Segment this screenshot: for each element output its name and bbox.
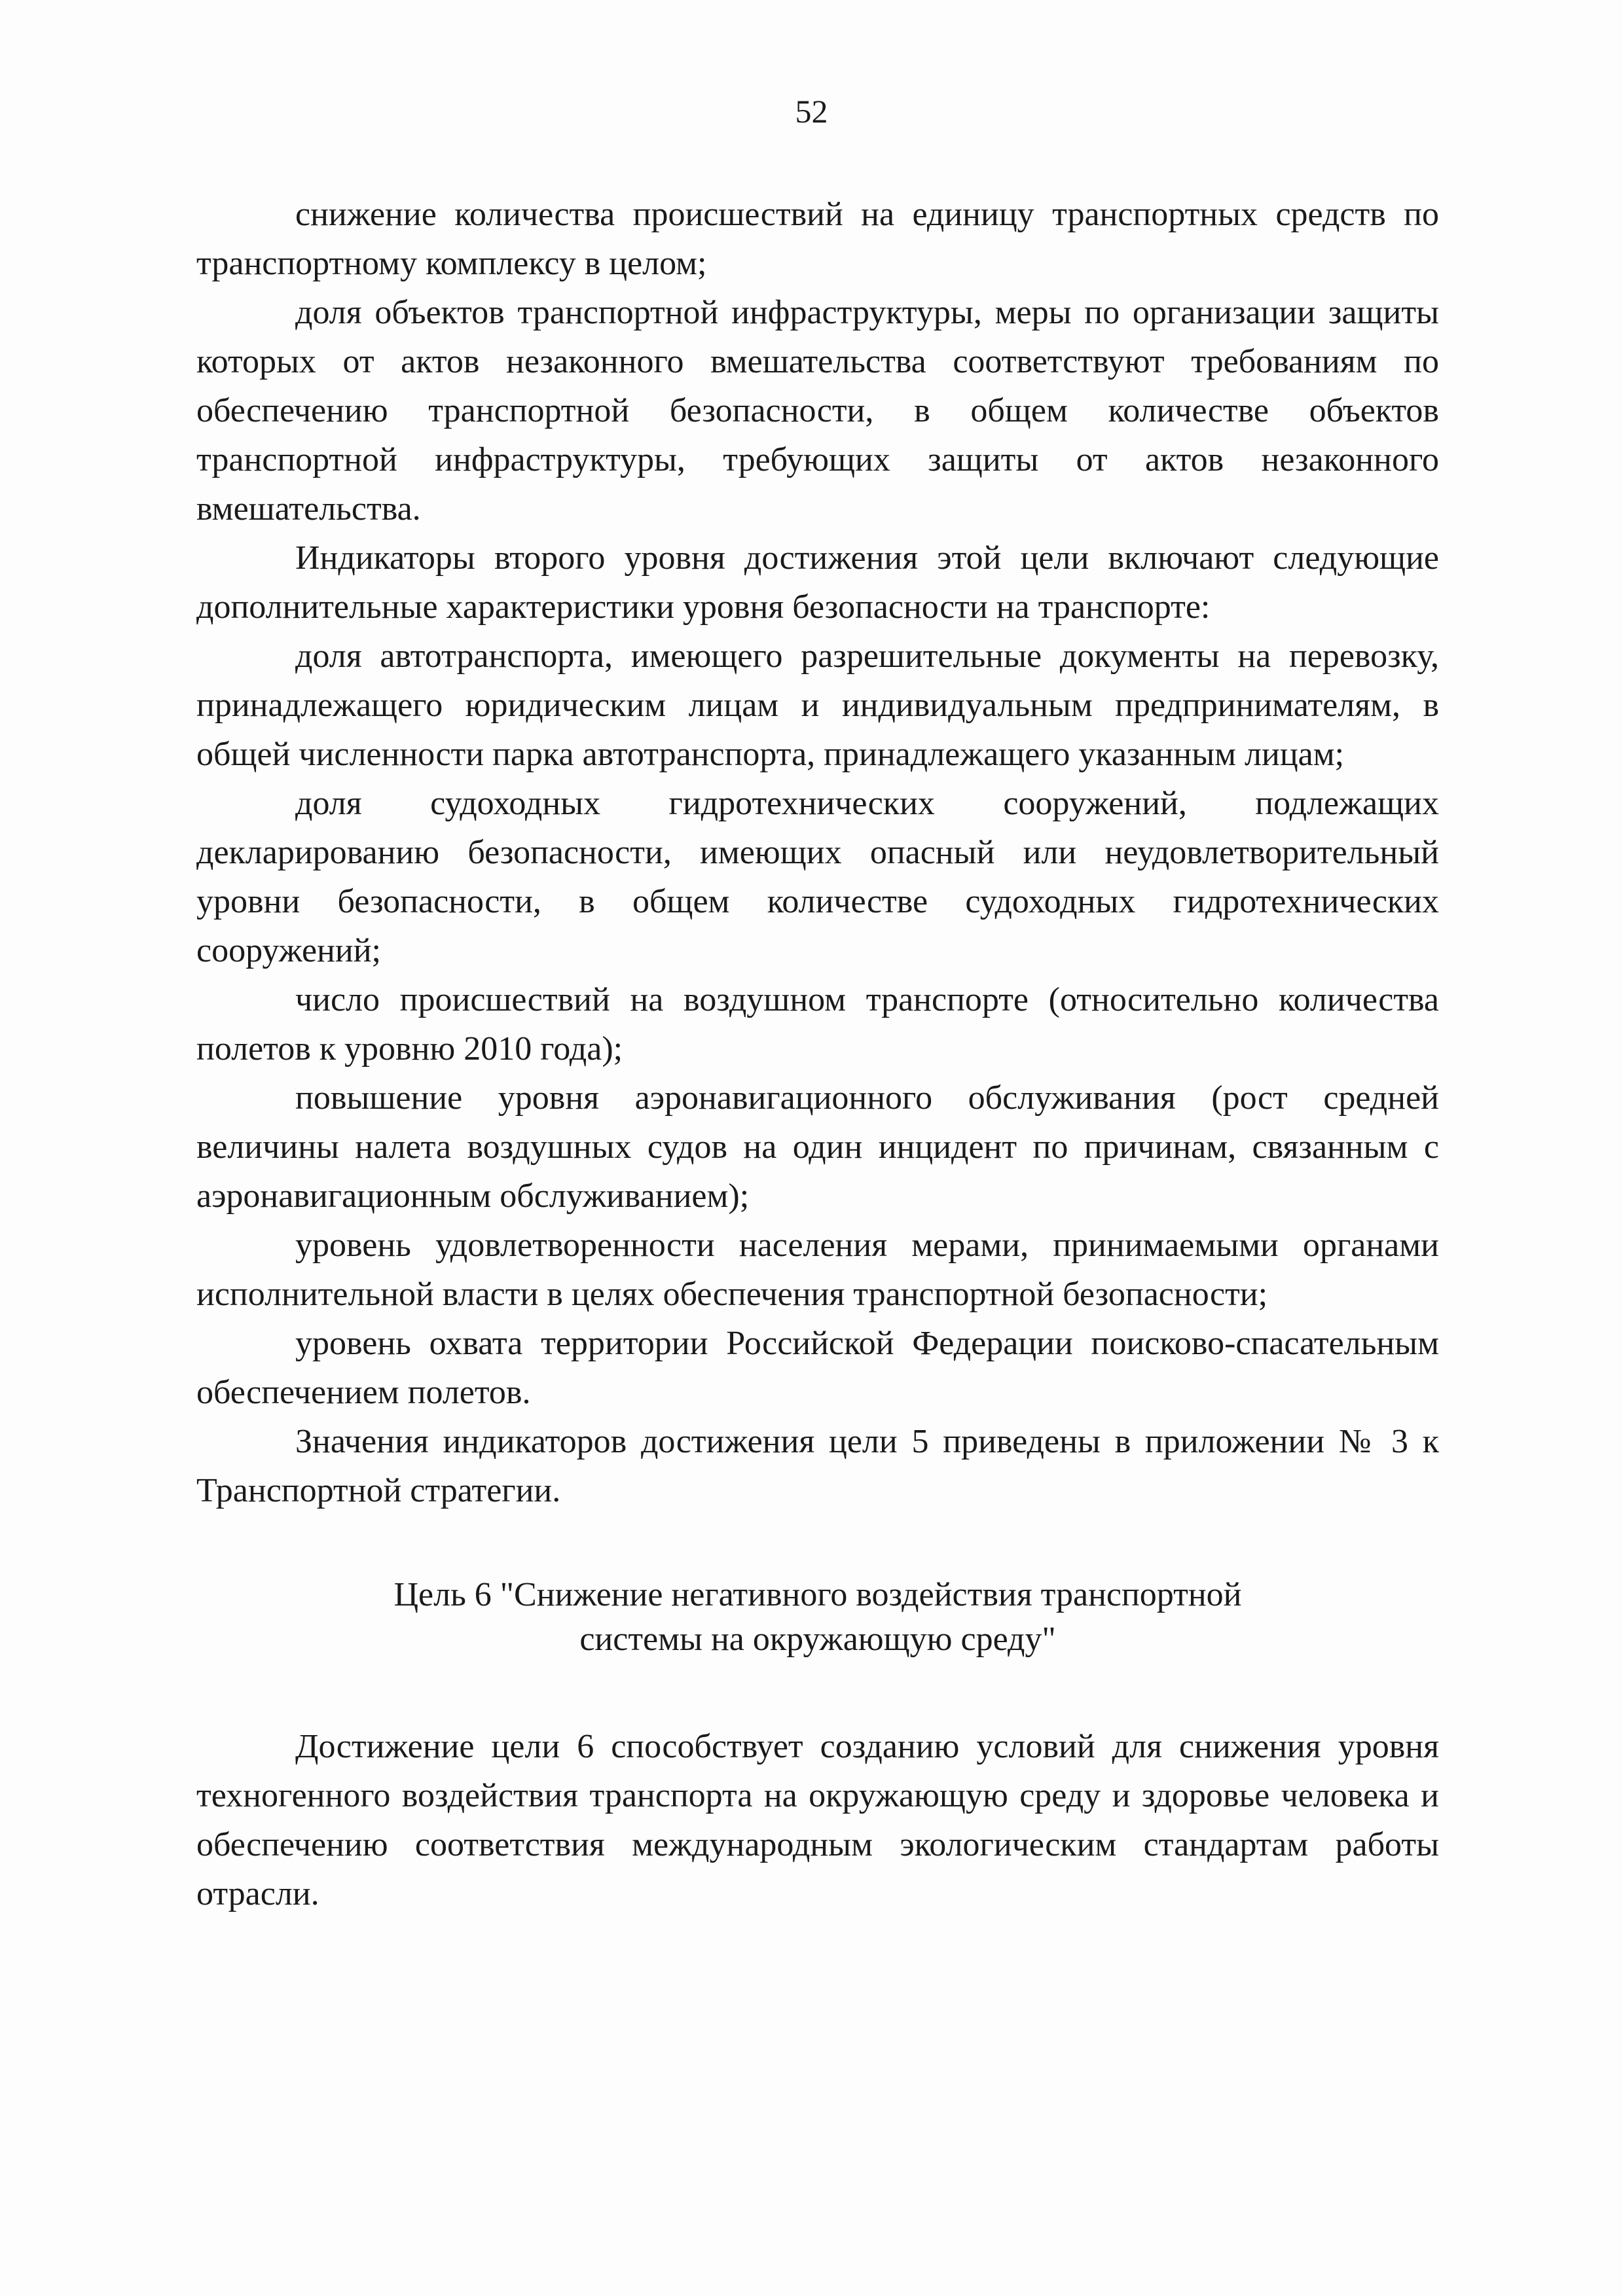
paragraph-infrastructure-protection: доля объектов транспортной инфраструктуры, меры по организации защиты которых от актов незаконного вмешательства соответствуют требованиям по обеспечению транспортной безопасности, в общем количестве объектов транспортной инфраструктуры, требующих защиты от актов незаконного вмешательства. bbox=[196, 294, 1439, 528]
section-heading-line-2: системы на окружающую среду" bbox=[579, 1621, 1056, 1658]
page-number: 52 bbox=[795, 93, 828, 130]
paragraph-air-navigation-service: повышение уровня аэронавигационного обслуживания (рост средней величины налета воздушных судов на один инцидент по причинам, связанным с аэронавигационным обслуживанием); bbox=[196, 1079, 1439, 1215]
paragraph-hydraulic-structures: доля судоходных гидротехнических сооружений, подлежащих декларированию безопасности, имеющих опасный или неудовлетворительный уровни безопасности, в общем количестве судоходных гидротехнических сооружений; bbox=[196, 785, 1439, 969]
paragraph-public-satisfaction: уровень удовлетворенности населения мерами, принимаемыми органами исполнительной власти в целях обеспечения транспортной безопасности; bbox=[196, 1227, 1439, 1313]
paragraph-indicator-values: Значения индикаторов достижения цели 5 приведены в приложении № 3 к Транспортной стратегии. bbox=[196, 1423, 1439, 1509]
document-body bbox=[196, 190, 1439, 1918]
section-heading-line-1: Цель 6 "Снижение негативного воздействия транспортной bbox=[393, 1576, 1242, 1613]
paragraph-goal-6-achievement: Достижение цели 6 способствует созданию условий для снижения уровня техногенного воздействия транспорта на окружающую среду и здоровье человека и обеспечению соответствия международным экологическим стандартам работы отрасли. bbox=[196, 1728, 1439, 1912]
paragraph-second-level-indicators: Индикаторы второго уровня достижения этой цели включают следующие дополнительные характеристики уровня безопасности на транспорте: bbox=[196, 539, 1439, 626]
section-heading bbox=[196, 1573, 1439, 1662]
paragraph-motor-transport-permits: доля автотранспорта, имеющего разрешительные документы на перевозку, принадлежащего юридическим лицам и индивидуальным предпринимателям, в общей численности парка автотранспорта, принадлежащего указанным лицам; bbox=[196, 637, 1439, 773]
paragraph-search-rescue-coverage: уровень охвата территории Российской Федерации поисково-спасательным обеспечением полетов. bbox=[196, 1325, 1439, 1411]
paragraph-accident-reduction: снижение количества происшествий на единицу транспортных средств по транспортному комплексу в целом; bbox=[196, 196, 1439, 282]
paragraph-air-incidents: число происшествий на воздушном транспорте (относительно количества полетов к уровню 2010 года); bbox=[196, 981, 1439, 1067]
